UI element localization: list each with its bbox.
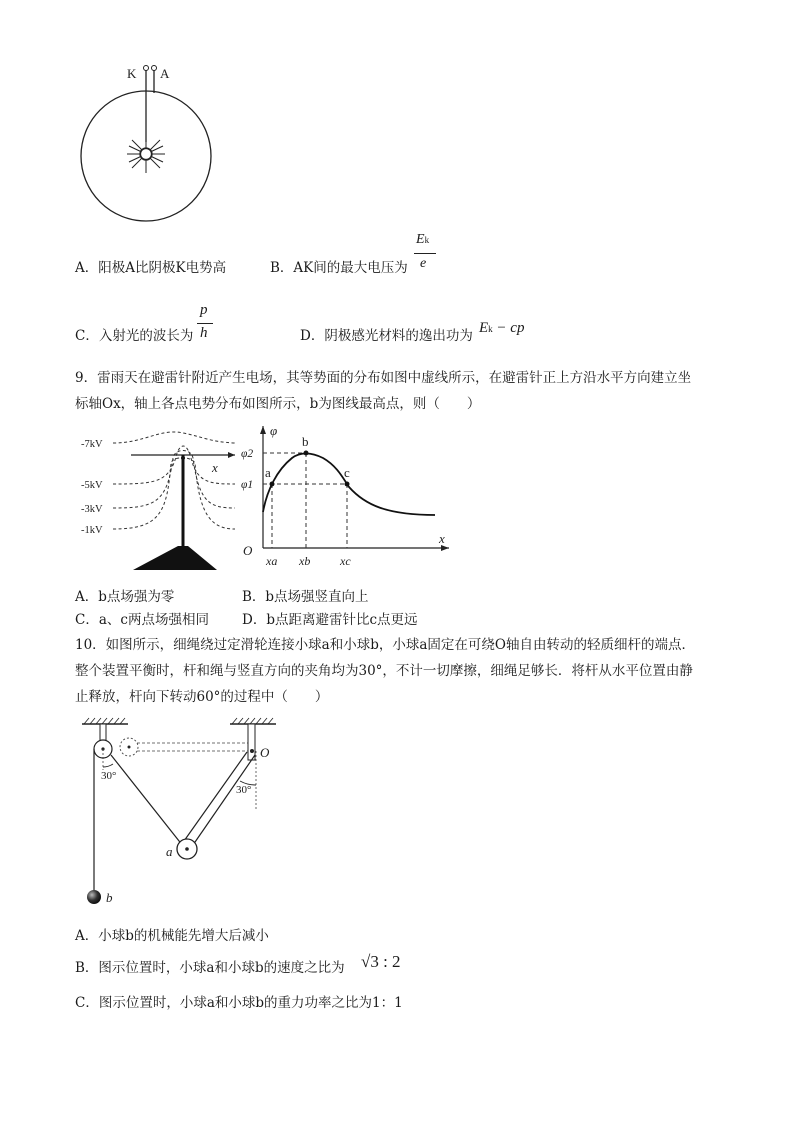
q8-option-a: A．阳极A比阴极K电势高: [75, 260, 227, 276]
q9-phi1-label: φ1: [241, 479, 254, 491]
q9-option-c: C．a、c两点场强相同: [75, 612, 209, 628]
q9-option-b: B．b点场强竖直向上: [242, 589, 369, 605]
q9-option-d: D．b点距离避雷针比c点更远: [242, 612, 418, 628]
q8-option-b-fraction: Ek e: [414, 232, 436, 276]
q10-stem-line-1: 10．如图所示，细绳绕过定滑轮连接小球a和小球b，小球a固定在可绕O轴自由转动的轻质细杆的端点．: [75, 637, 695, 653]
q9-tick-xb: xb: [299, 554, 311, 568]
q9-point-c: [345, 482, 350, 487]
q9-equipotential-figure: [75, 428, 240, 573]
q10-stem-line-2: 整个装置平衡时，杆和绳与竖直方向的夹角均为30°，不计一切摩擦，细绳足够长．将杆从水平位置由静: [75, 663, 693, 679]
q10-option-c: C．图示位置时，小球a和小球b的重力功率之比为1：1: [75, 995, 403, 1011]
q8-label-k: K: [127, 66, 137, 81]
q9-option-a: A．b点场强为零: [75, 589, 175, 605]
q10-stem-line-3: 止释放，杆向下转动60°的过程中（ ）: [75, 689, 329, 705]
q8-option-b: B．AK间的最大电压为: [270, 260, 408, 276]
q9-x-axis-label: x: [439, 531, 445, 546]
q10-label-o: O: [260, 745, 270, 760]
q9-label-a: a: [265, 465, 271, 480]
q9-origin-label: O: [243, 543, 253, 558]
q9-y-axis-label: φ: [270, 423, 278, 438]
q10-angle-rod: 30°: [236, 784, 252, 796]
q9-tick-xa: xa: [266, 554, 278, 568]
q8-sphere-figure: [75, 60, 225, 225]
q10-label-b: b: [106, 890, 113, 905]
q10-angle-pulley: 30°: [101, 770, 117, 782]
q8-option-d: D．阴极感光材料的逸出功为: [300, 328, 473, 344]
q8-option-d-expression: Ek − cp: [479, 320, 525, 336]
q10-option-b: B．图示位置时，小球a和小球b的速度之比为: [75, 960, 345, 976]
q8-option-c: C．入射光的波长为: [75, 328, 194, 344]
q9-label-1kv: -1kV: [81, 525, 103, 536]
q8-option-c-fraction: p h: [197, 302, 213, 346]
q9-label-3kv: -3kV: [81, 504, 103, 515]
q10-ball-b: [87, 890, 101, 904]
q10-label-a: a: [166, 844, 173, 859]
q9-tick-xc: xc: [340, 554, 351, 568]
q9-phi2-label: φ2: [241, 448, 254, 460]
q9-potential-graph: [237, 420, 452, 575]
q10-option-a: A．小球b的机械能先增大后减小: [75, 928, 269, 944]
q9-label-c: c: [344, 465, 350, 480]
q9-point-a: [270, 482, 275, 487]
q9-stem-line-2: 标轴Ox，轴上各点电势分布如图所示，b为图线最高点，则（ ）: [75, 396, 481, 412]
q9-left-x-label: x: [212, 460, 218, 475]
q9-point-b: [304, 451, 309, 456]
q10-pulley-figure: [80, 715, 280, 915]
q9-label-b: b: [302, 434, 309, 449]
q9-stem-line-1: 9．雷雨天在避雷针附近产生电场，其等势面的分布如图中虚线所示，在避雷针正上方沿水平方向建立坐: [75, 370, 692, 386]
q10-option-b-ratio: √3 : 2: [361, 952, 401, 971]
q9-label-5kv: -5kV: [81, 480, 103, 491]
q8-label-a: A: [160, 66, 170, 81]
q9-label-7kv: -7kV: [81, 439, 103, 450]
